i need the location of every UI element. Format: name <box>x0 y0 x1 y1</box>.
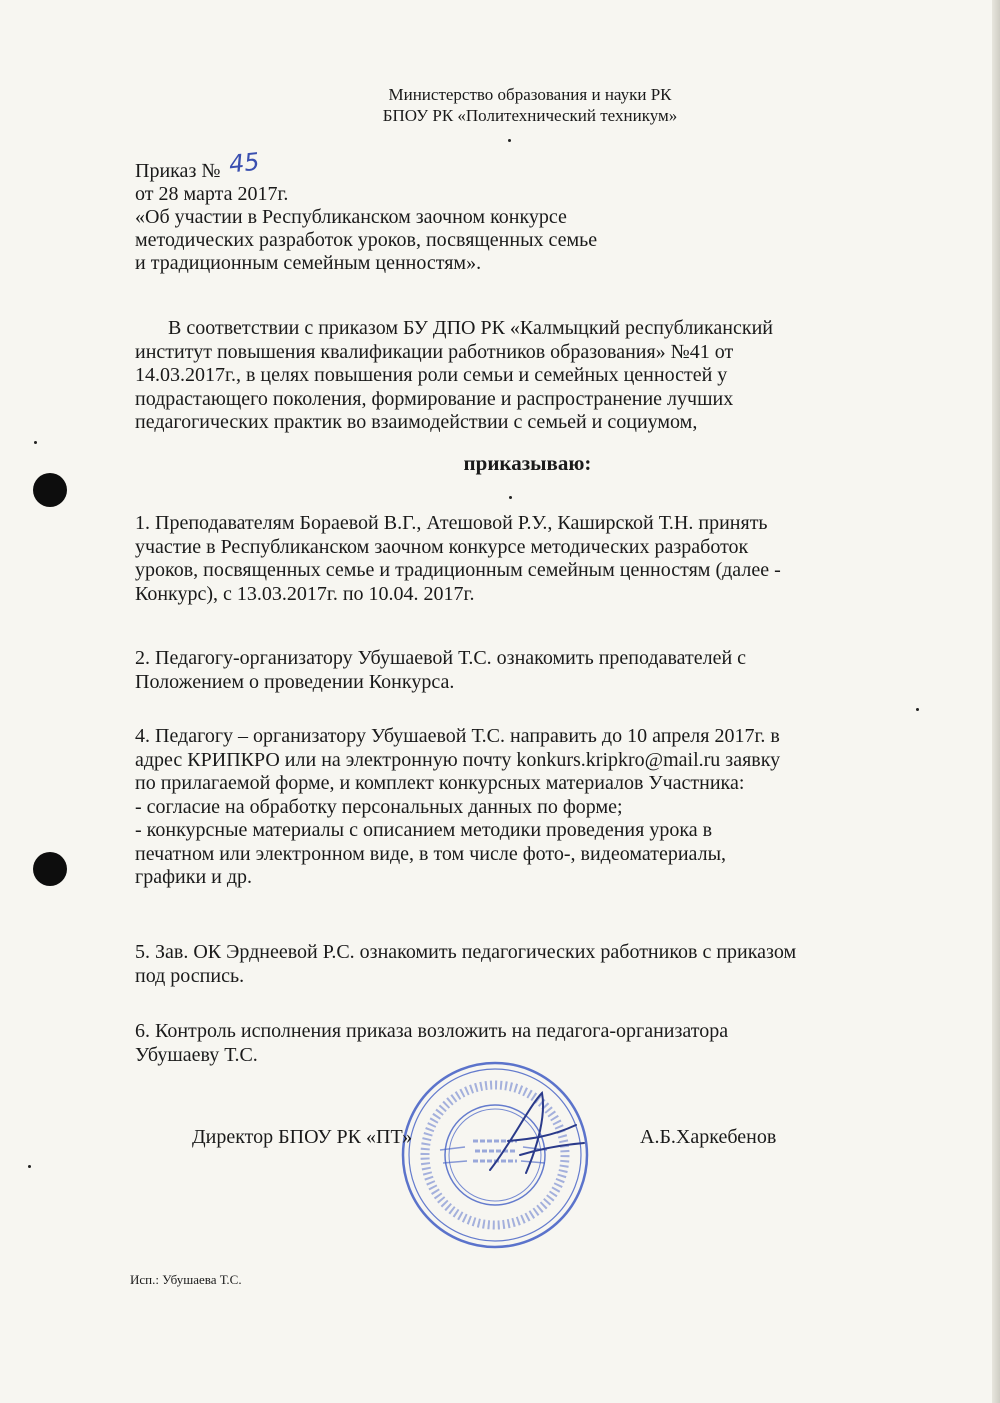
item-line: 1. Преподавателям Бораевой В.Г., Атешовой Р.У., Каширской Т.Н. принять <box>135 512 768 534</box>
item-line: 4. Педагогу – организатору Убушаевой Т.С. направить до 10 апреля 2017г. в <box>135 725 780 747</box>
item-line: - согласие на обработку персональных данных по форме; <box>135 795 623 818</box>
item-line: адрес КРИПКРО или на электронную почту konkurs.kripkro@mail.ru заявку <box>135 748 781 771</box>
item-line: по прилагаемой форме, и комплект конкурсных материалов Участника: <box>135 772 745 794</box>
signatory-position: Директор БПОУ РК «ПТ» <box>192 1126 413 1148</box>
document-header <box>0 84 1000 126</box>
preamble-line: педагогических практик во взаимодействии с семьей и социумом, <box>135 411 698 433</box>
item-line: участие в Республиканском заочном конкурсе методических разработок <box>135 535 749 558</box>
command-word: приказываю: <box>463 451 592 475</box>
executor-note: Исп.: Убушаева Т.С. <box>130 1272 242 1287</box>
scan-speck <box>509 496 512 499</box>
ministry-line: Министерство образования и науки РК <box>388 85 672 104</box>
item-line: 6. Контроль исполнения приказа возложить на педагога-организатора <box>135 1020 729 1042</box>
preamble-line: В соответствии с приказом БУ ДПО РК «Калмыцкий республиканский <box>168 317 773 339</box>
scan-speck <box>34 441 37 444</box>
item-line: печатном или электронном виде, в том числе фото-, видеоматериалы, <box>135 842 727 865</box>
order-number-line <box>135 147 597 183</box>
item-line: Конкурс), с 13.03.2017г. по 10.04. 2017г. <box>135 582 475 605</box>
order-item-1 <box>135 512 915 606</box>
order-item-4 <box>135 725 915 890</box>
preamble <box>135 317 915 435</box>
item-line: Убушаеву Т.С. <box>135 1043 258 1066</box>
order-item-2 <box>135 647 915 694</box>
item-line: графики и др. <box>135 866 253 888</box>
institution-line: БПОУ РК «Политехнический техникум» <box>382 106 678 125</box>
item-line: - конкурсные материалы с описанием методики проведения урока в <box>135 819 713 841</box>
item-line: 5. Зав. ОК Эрднеевой Р.С. ознакомить педагогических работников с приказом <box>135 941 797 963</box>
preamble-line: 14.03.2017г., в целях повышения роли семьи и семейных ценностей у <box>135 364 728 386</box>
order-title-line: и традиционным семейным ценностям». <box>135 252 482 274</box>
handwritten-order-number: 45 <box>227 147 262 179</box>
handwritten-signature <box>480 1085 590 1185</box>
scan-speck <box>508 139 511 142</box>
order-item-5 <box>135 941 915 988</box>
punch-hole <box>33 473 67 507</box>
item-line: уроков, посвященных семье и традиционным семейным ценностям (далее - <box>135 559 781 581</box>
preamble-line: подрастающего поколения, формирование и распространение лучших <box>135 387 734 410</box>
order-date: от 28 марта 2017г. <box>135 183 289 205</box>
item-line: Положением о проведении Конкурса. <box>135 670 455 693</box>
signatory-name: А.Б.Харкебенов <box>640 1126 777 1148</box>
order-title-line: «Об участии в Республиканском заочном конкурсе <box>135 206 567 228</box>
item-line: под роспись. <box>135 964 245 987</box>
order-heading <box>135 147 598 275</box>
preamble-line: институт повышения квалификации работников образования» №41 от <box>135 340 734 363</box>
scan-speck <box>28 1165 31 1168</box>
scan-speck <box>916 708 919 711</box>
punch-hole <box>33 852 67 886</box>
order-label: Приказ № <box>135 160 221 182</box>
item-line: 2. Педагогу-организатору Убушаевой Т.С. ознакомить преподавателей с <box>135 647 747 669</box>
order-title-line: методических разработок уроков, посвященных семье <box>135 229 598 251</box>
